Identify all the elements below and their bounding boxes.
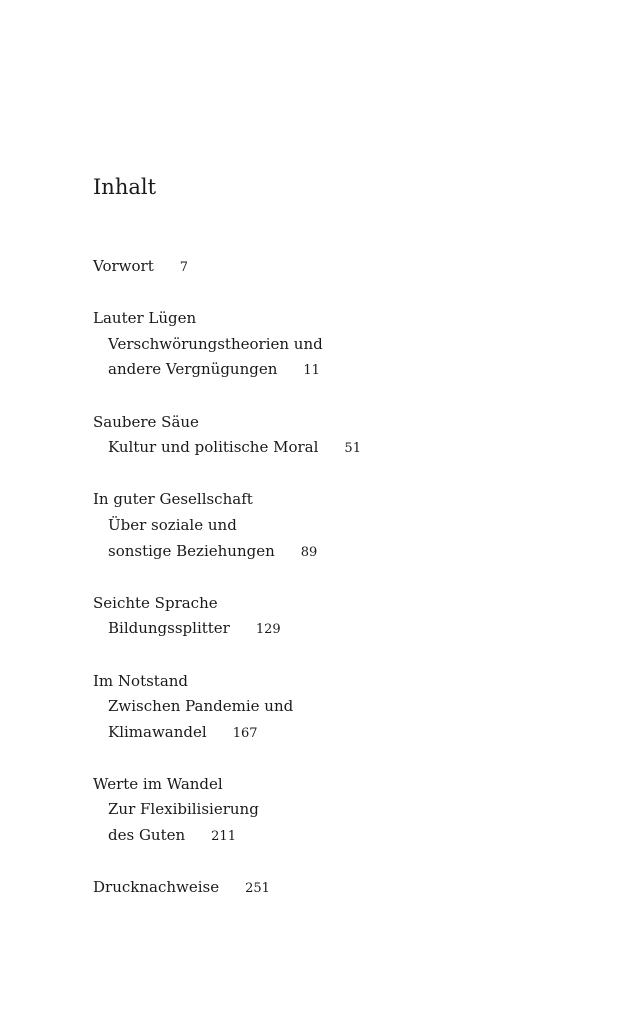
toc-page-number: 211 <box>211 829 236 845</box>
toc-entry-in-guter-gesellschaft <box>93 487 573 565</box>
toc-entry-title: Vorwort <box>93 257 154 275</box>
toc-entry-title: In guter Gesellschaft <box>93 490 253 509</box>
toc-entry-im-notstand <box>93 669 573 747</box>
toc-entry-subtitle: sonstige Beziehungen <box>108 541 275 560</box>
toc-page-number: 7 <box>179 260 189 275</box>
toc-page-number: 51 <box>344 441 361 457</box>
toc-entry-title: Im Notstand <box>93 671 189 690</box>
toc-entry-subtitle: andere Vergnügungen <box>108 360 278 379</box>
toc-entry-seichte-sprache <box>93 591 573 643</box>
toc-entry-saubere-saeue <box>93 410 573 462</box>
toc-entry-subtitle: Über soziale und <box>108 515 237 534</box>
toc-entry-title: Lauter Lügen <box>93 309 197 328</box>
toc-entry-title: Drucknachweise <box>93 878 220 897</box>
toc-page-number: 11 <box>303 363 320 379</box>
toc-entry-title: Seichte Sprache <box>93 593 218 612</box>
toc-entry-subtitle: Verschwörungstheorien und <box>108 334 323 353</box>
toc-entry-title: Werte im Wandel <box>93 774 223 793</box>
toc-entry-subtitle: Zur Flexibilisierung <box>108 800 259 819</box>
toc-page-number: 167 <box>232 725 258 741</box>
toc-entry-werte-im-wandel <box>93 772 573 850</box>
toc-page-number: 129 <box>255 622 281 638</box>
page-title: Inhalt <box>93 175 157 199</box>
toc-entry-lauter-luegen <box>93 306 573 384</box>
toc-entry-title: Saubere Säue <box>93 412 199 431</box>
toc-entry-subtitle: Kultur und politische Moral <box>108 438 319 457</box>
toc-entry-subtitle: Klimawandel <box>108 722 207 741</box>
toc-entry-subtitle: Zwischen Pandemie und <box>108 697 294 716</box>
toc-entry-subtitle: des Guten <box>108 826 186 845</box>
toc-page-number: 89 <box>300 544 318 560</box>
toc-entry-drucknachweise <box>93 875 573 902</box>
table-of-contents <box>93 254 573 927</box>
toc-page-number: 251 <box>245 881 270 897</box>
toc-entry-vorwort <box>93 254 573 281</box>
toc-entry-subtitle: Bildungssplitter <box>108 619 230 638</box>
